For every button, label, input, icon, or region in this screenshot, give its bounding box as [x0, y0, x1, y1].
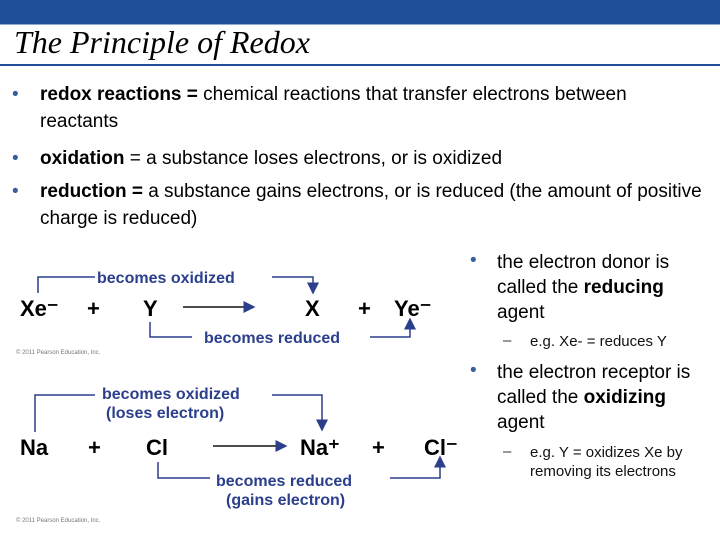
species-ye: Ye⁻ — [394, 296, 432, 321]
bullet-term: redox reactions = — [40, 84, 198, 105]
bullet-marker: • — [12, 181, 19, 202]
text-fragment: the electron receptor is called the — [497, 362, 691, 408]
becomes-reduced-label: becomes reduced — [216, 473, 353, 490]
bullet-term: reduction = — [40, 181, 143, 202]
term-oxidizing: oxidizing — [583, 387, 666, 408]
bullet-text: chemical reactions that transfer electrons between reactants — [40, 84, 627, 132]
reducing-agent-text — [497, 250, 712, 325]
becomes-oxidized-label: becomes oxidized — [97, 270, 235, 287]
text-fragment: the electron donor is called the — [497, 252, 670, 298]
bullet-text: a substance gains electrons, or is reduced (the amount of positive charge is reduced) — [40, 181, 702, 229]
slide-title: The Principle of Redox — [14, 24, 310, 60]
bullet-marker: • — [470, 360, 477, 381]
oxidizing-example: e.g. Y = oxidizes Xe by removing its electrons — [530, 444, 683, 480]
plus-sign: + — [88, 435, 101, 460]
species-x: X — [305, 296, 320, 321]
oxidizing-agent-text — [497, 360, 712, 435]
bullet-marker: • — [12, 84, 19, 105]
sub-bullet-dash: – — [503, 332, 512, 349]
loses-electron-label: (loses electron) — [106, 405, 225, 422]
plus-sign: + — [358, 296, 371, 321]
species-y: Y — [143, 296, 158, 321]
reducing-example: e.g. Xe- = reduces Y — [530, 333, 667, 350]
bullet-marker: • — [470, 250, 477, 271]
species-xe: Xe⁻ — [20, 296, 59, 321]
species-cl: Cl — [146, 435, 168, 460]
becomes-reduced-label: becomes reduced — [204, 330, 341, 347]
plus-sign: + — [87, 296, 100, 321]
gains-electron-label: (gains electron) — [226, 492, 346, 509]
text-fragment: agent — [497, 302, 545, 323]
species-cl-minus: Cl⁻ — [424, 435, 458, 460]
sub-bullet-dash: – — [503, 443, 512, 460]
species-na: Na — [20, 435, 49, 460]
species-na-plus: Na⁺ — [300, 435, 340, 460]
plus-sign: + — [372, 435, 385, 460]
copyright-2: © 2011 Pearson Education, Inc. — [16, 518, 101, 524]
term-reducing: reducing — [583, 277, 664, 298]
copyright-1: © 2011 Pearson Education, Inc. — [16, 350, 101, 356]
text-fragment: agent — [497, 412, 545, 433]
bullet-term: oxidation — [40, 148, 125, 169]
bullet-text: = a substance loses electrons, or is oxidized — [124, 148, 503, 169]
becomes-oxidized-label: becomes oxidized — [102, 386, 240, 403]
bullet-marker: • — [12, 148, 19, 169]
